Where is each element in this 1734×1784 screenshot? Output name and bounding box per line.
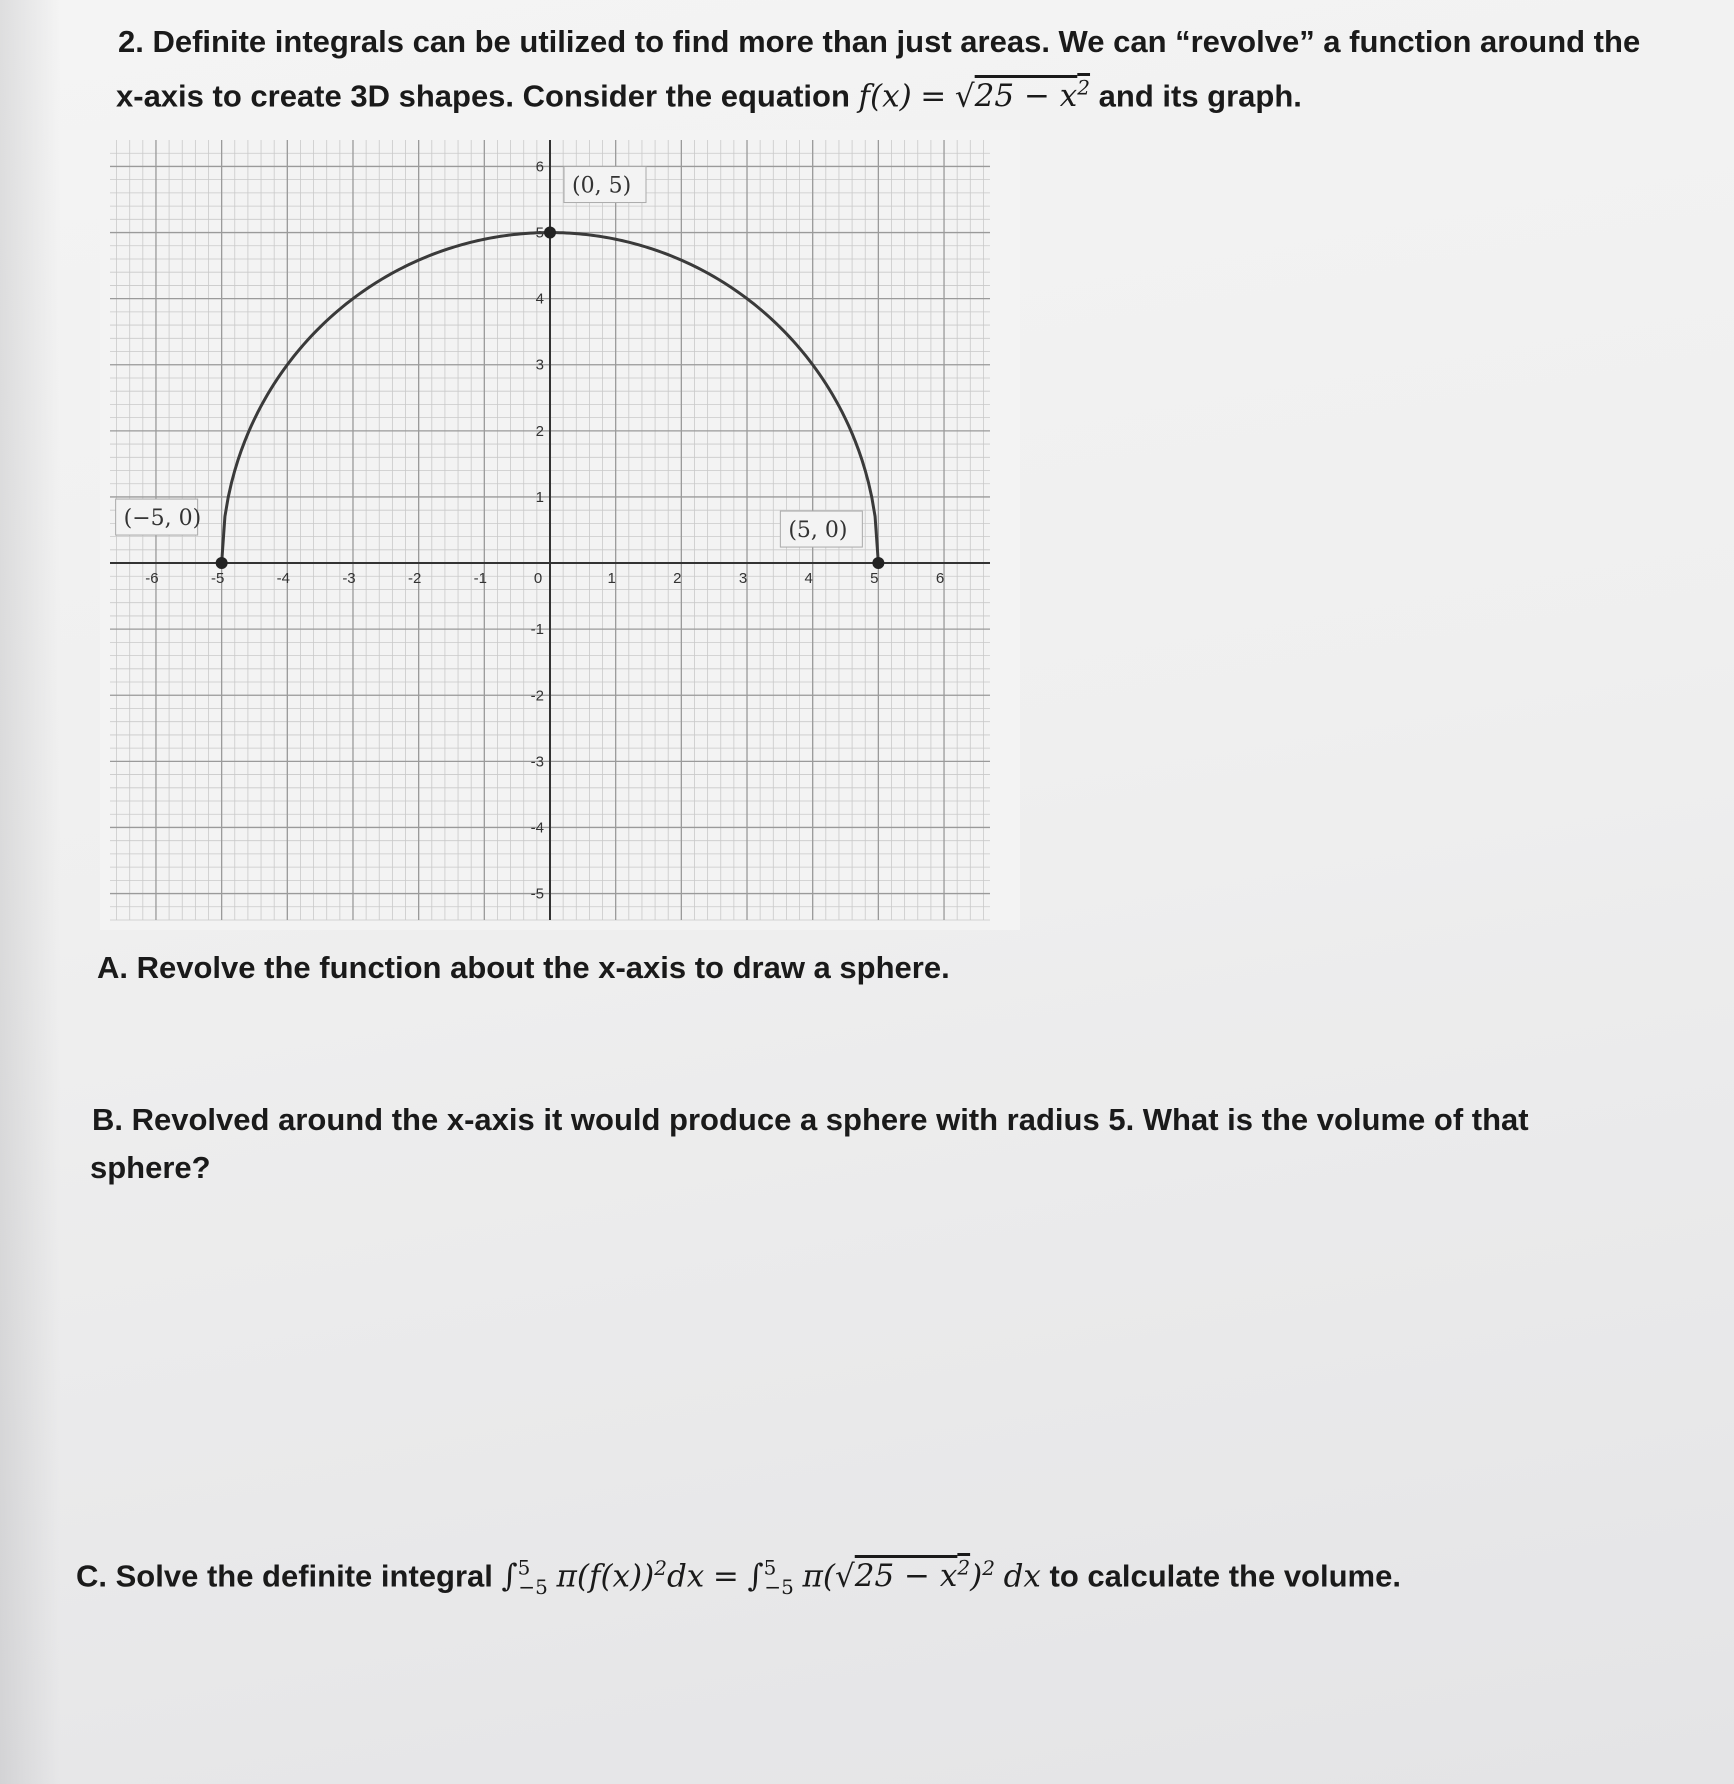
integral-1	[501, 1556, 548, 1599]
x-tick-label: 5	[870, 570, 879, 588]
part-c	[76, 1556, 1401, 1599]
x-tick-label: 1	[607, 570, 616, 588]
dx-1: dx	[666, 1558, 705, 1595]
part-b-text-line-1: Revolved around the x-axis it would produce a sphere with radius 5. What is the volume of that	[131, 1102, 1529, 1137]
equation-equals: =	[920, 78, 947, 115]
y-tick-label: 6	[535, 158, 544, 176]
lower-bound-2: −5	[764, 1574, 794, 1599]
integrand-1-square: 2	[654, 1556, 667, 1580]
radical-sign-2: √	[834, 1558, 855, 1595]
question-text-line-2: x-axis to create 3D shapes. Consider the equation	[116, 78, 850, 114]
integral-sign-1: ∫	[501, 1558, 518, 1595]
y-tick-label: 4	[535, 290, 544, 308]
integral-equals: =	[712, 1558, 739, 1595]
question-text-line-2-end: and its graph.	[1098, 78, 1302, 114]
question-line-2	[116, 76, 1302, 114]
x-tick-label: 2	[673, 570, 682, 588]
radicand-2-text: 25 − x	[854, 1558, 958, 1595]
y-tick-label: -5	[530, 885, 544, 903]
exponent-2: 2	[1077, 76, 1091, 100]
point-label: (0, 5)	[572, 173, 632, 199]
integrand-2-open: π(	[802, 1558, 835, 1595]
integral-sign-2: ∫	[747, 1558, 764, 1595]
x-tick-label: 3	[738, 570, 748, 588]
dx-2: dx	[1003, 1558, 1041, 1595]
question-text-line-1: Definite integrals can be utilized to find more than just areas. We can “revolve” a function around the	[152, 24, 1641, 59]
x-tick-label: -3	[342, 570, 356, 588]
radicand	[975, 78, 1090, 114]
point-marker	[544, 227, 556, 239]
part-b-line-2	[90, 1150, 211, 1186]
point-marker	[872, 557, 884, 569]
part-a	[97, 950, 950, 986]
x-tick-label: -4	[276, 570, 290, 588]
integrand-1: π(f(x))	[556, 1558, 655, 1595]
x-tick-label: -6	[145, 570, 159, 588]
semicircle-graph	[100, 130, 1020, 930]
part-b-label: B.	[92, 1102, 123, 1137]
radicand-2	[855, 1558, 970, 1594]
exponent-2b: 2	[957, 1556, 971, 1580]
y-tick-label: 2	[535, 422, 544, 440]
x-tick-label: 6	[935, 570, 945, 588]
radical-sign: √	[954, 78, 975, 115]
upper-bound-1: 5	[517, 1556, 531, 1580]
part-c-tail: to calculate the volume.	[1049, 1558, 1401, 1594]
part-b-line-1	[92, 1102, 1529, 1138]
part-c-text: Solve the definite integral	[115, 1558, 493, 1594]
outer-square: 2	[982, 1556, 995, 1580]
page-shadow	[0, 0, 60, 1784]
x-tick-label: -5	[210, 570, 225, 588]
integrand-2-close: )	[970, 1558, 983, 1595]
y-tick-label: 3	[535, 356, 544, 374]
question-line-1	[118, 24, 1640, 60]
y-tick-label: 1	[535, 488, 544, 506]
y-tick-label: -4	[530, 819, 544, 837]
upper-bound-2: 5	[763, 1556, 777, 1580]
x-tick-label: 0	[533, 570, 543, 588]
graph-background	[100, 130, 1020, 930]
part-a-text: Revolve the function about the x-axis to draw a sphere.	[136, 950, 950, 985]
part-b-text-line-2: sphere?	[90, 1150, 211, 1185]
point-label: (5, 0)	[788, 518, 848, 544]
y-tick-label: -2	[530, 687, 544, 705]
lower-bound-1: −5	[518, 1574, 548, 1599]
point-label: (−5, 0)	[123, 506, 202, 532]
equation-lhs: f(x)	[858, 78, 912, 115]
y-tick-label: 5	[535, 224, 544, 242]
y-tick-label: -3	[530, 753, 544, 771]
point-marker	[216, 557, 228, 569]
y-tick-label: -1	[530, 621, 544, 639]
part-c-label: C.	[76, 1558, 107, 1594]
question-number: 2.	[118, 24, 144, 59]
x-tick-label: -2	[407, 570, 422, 588]
integral-2	[747, 1556, 794, 1599]
radicand-text: 25 − x	[974, 78, 1078, 115]
x-tick-label: -1	[473, 570, 488, 588]
part-a-label: A.	[97, 950, 128, 985]
x-tick-label: 4	[804, 570, 813, 588]
